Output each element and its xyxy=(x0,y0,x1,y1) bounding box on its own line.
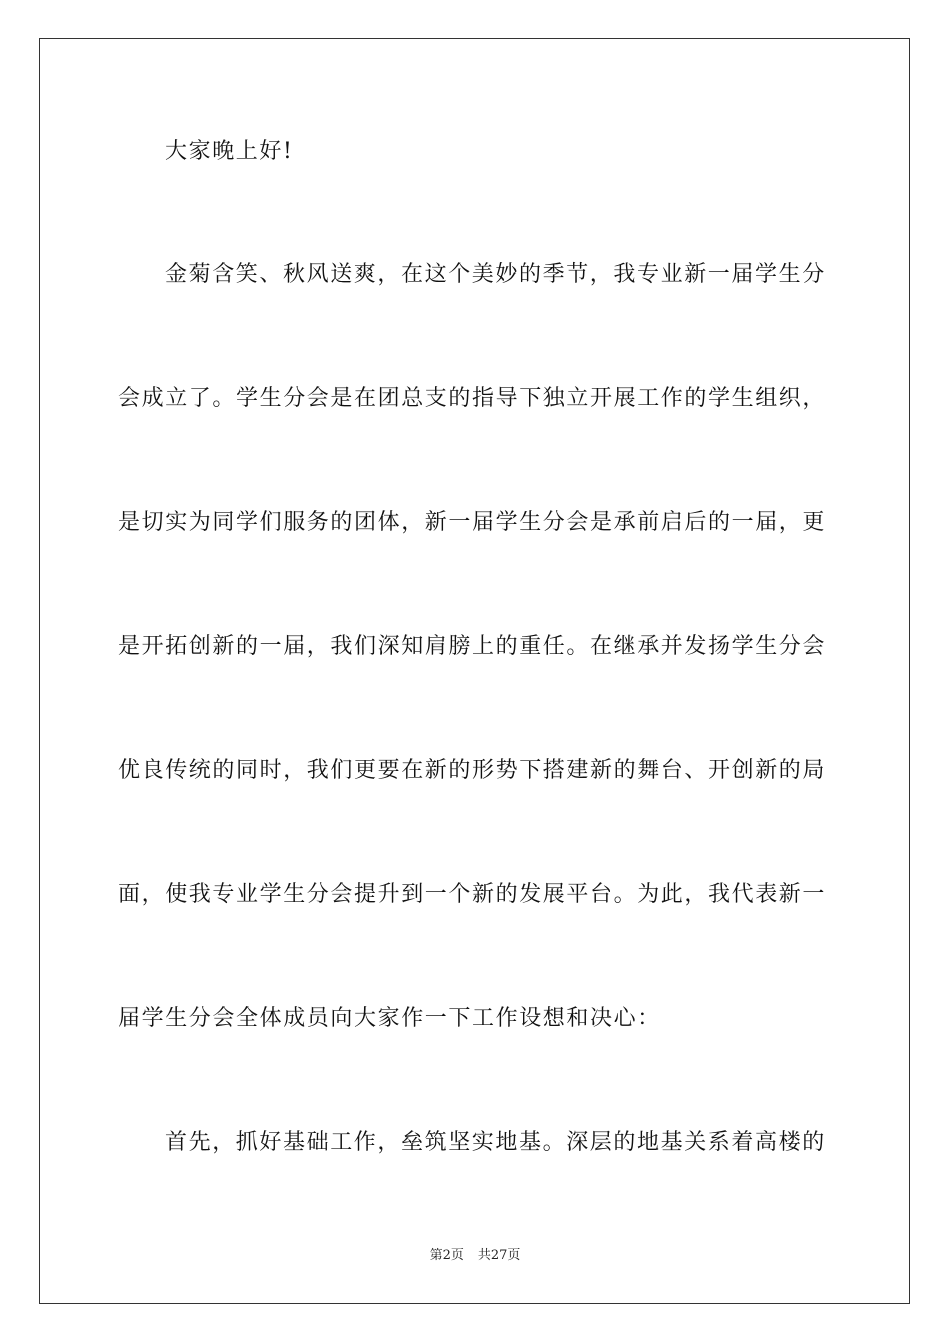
body-text-line: 会成立了。学生分会是在团总支的指导下独立开展工作的学生组织， xyxy=(118,386,827,411)
body-text-line: 面，使我专业学生分会提升到一个新的发展平台。为此，我代表新一 xyxy=(118,882,827,907)
body-text-line: 优良传统的同时，我们更要在新的形势下搭建新的舞台、开创新的局 xyxy=(118,758,827,783)
page-number-current: 第2页 xyxy=(429,1248,464,1263)
page-border xyxy=(39,38,910,1304)
greeting-line: 大家晚上好! xyxy=(165,139,294,164)
body-text-line: 首先，抓好基础工作，垒筑坚实地基。深层的地基关系着高楼的 xyxy=(165,1130,826,1155)
body-text-line: 是切实为同学们服务的团体，新一届学生分会是承前启后的一届，更 xyxy=(118,510,827,535)
body-text-line: 金菊含笑、秋风送爽，在这个美妙的季节，我专业新一届学生分 xyxy=(165,262,826,287)
page-footer xyxy=(0,1247,950,1265)
body-text-line: 是开拓创新的一届，我们深知肩膀上的重任。在继承并发扬学生分会 xyxy=(118,634,827,659)
body-text-line: 届学生分会全体成员向大家作一下工作设想和决心： xyxy=(118,1006,661,1031)
page-number-total: 共27页 xyxy=(477,1248,521,1263)
